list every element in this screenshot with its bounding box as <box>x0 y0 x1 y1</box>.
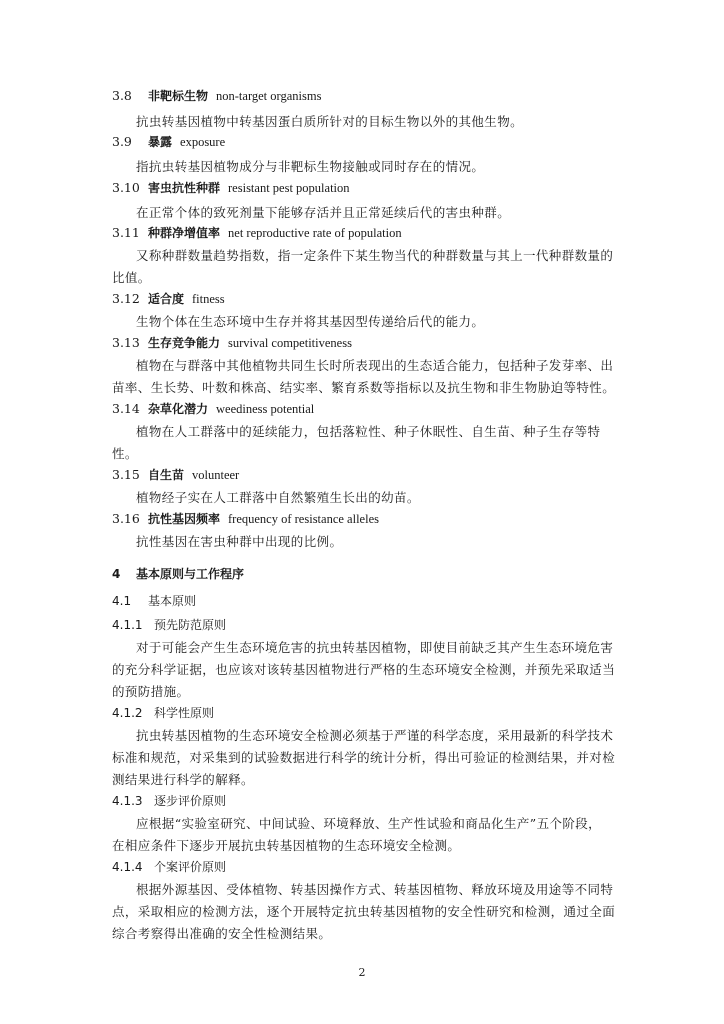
principle-text: 测结果进行科学的解释。 <box>112 772 254 787</box>
term-definition: 抗性基因在害虫种群中出现的比例。 <box>136 534 343 549</box>
term-definition: 植物在人工群落中的延续能力，包括落粒性、种子休眠性、自生苗、种子生存等特 <box>136 424 601 439</box>
term-heading: 3.15 自生苗 volunteer <box>112 467 240 482</box>
term-definition: 抗虫转基因植物中转基因蛋白质所针对的目标生物以外的其他生物。 <box>136 114 524 129</box>
term-heading: 3.14 杂草化潜力 weediness potential <box>112 401 315 416</box>
term-heading: 3.10 害虫抗性种群 resistant pest population <box>112 180 350 195</box>
subsection-heading: 4.1 基本原则 <box>112 594 197 608</box>
term-definition: 植物经子实在人工群落中自然繁殖生长出的幼苗。 <box>136 490 420 505</box>
term-definition: 生物个体在生态环境中生存并将其基因型传递给后代的能力。 <box>136 314 485 329</box>
principle-heading: 4.1.3 逐步评价原则 <box>112 794 227 808</box>
principle-text: 应根据“实验室研究、中间试验、环境释放、生产性试验和商品化生产”五个阶段， <box>136 816 602 831</box>
principle-text: 的预防措施。 <box>112 684 190 699</box>
term-heading: 3.11 种群净增值率 net reproductive rate of population <box>112 225 402 240</box>
principle-text: 综合考察得出准确的安全性检测结果。 <box>112 926 332 941</box>
principle-text: 抗虫转基因植物的生态环境安全检测必须基于严谨的科学态度，采用最新的科学技术 <box>136 728 614 743</box>
principle-text: 标准和规范，对采集到的试验数据进行科学的统计分析，得出可验证的检测结果，并对检 <box>112 750 616 765</box>
term-definition: 指抗虫转基因植物成分与非靶标生物接触或同时存在的情况。 <box>136 159 485 174</box>
principle-heading: 4.1.2 科学性原则 <box>112 706 215 720</box>
term-heading: 3.13 生存竞争能力 survival competitiveness <box>112 335 352 350</box>
principle-heading: 4.1.4 个案评价原则 <box>112 860 227 874</box>
term-definition-cont: 性。 <box>112 446 138 461</box>
principle-heading: 4.1.1 预先防范原则 <box>112 618 227 632</box>
page-number: 2 <box>358 966 366 979</box>
term-definition: 植物在与群落中其他植物共同生长时所表现出的生态适合能力，包括种子发芽率、出 <box>136 358 614 373</box>
principle-text: 在相应条件下逐步开展抗虫转基因植物的生态环境安全检测。 <box>112 838 461 853</box>
section-heading: 4 基本原则与工作程序 <box>112 567 245 581</box>
term-heading: 3.16 抗性基因频率 frequency of resistance alleles <box>112 511 379 526</box>
principle-text: 的充分科学证据，也应该对该转基因植物进行严格的生态环境安全检测，并预先采取适当 <box>112 662 616 677</box>
term-heading: 3.12 适合度 fitness <box>112 291 225 306</box>
term-heading: 3.8 非靶标生物 non-target organisms <box>112 88 322 103</box>
term-heading: 3.9 暴露 exposure <box>112 134 226 149</box>
term-definition: 又称种群数量趋势指数，指一定条件下某生物当代的种群数量与其上一代种群数量的 <box>136 248 614 263</box>
term-definition-cont: 苗率、生长势、叶数和株高、结实率、繁育系数等指标以及抗生物和非生物胁迫等特性。 <box>112 380 616 395</box>
principle-text: 对于可能会产生生态环境危害的抗虫转基因植物，即使目前缺乏其产生生态环境危害 <box>136 640 614 655</box>
term-definition: 在正常个体的致死剂量下能够存活并且正常延续后代的害虫种群。 <box>136 205 511 220</box>
term-definition-cont: 比值。 <box>112 270 151 285</box>
principle-text: 点，采取相应的检测方法，逐个开展特定抗虫转基因植物的安全性研究和检测，通过全面 <box>112 904 616 919</box>
principle-text: 根据外源基因、受体植物、转基因操作方式、转基因植物、释放环境及用途等不同特 <box>136 882 614 897</box>
